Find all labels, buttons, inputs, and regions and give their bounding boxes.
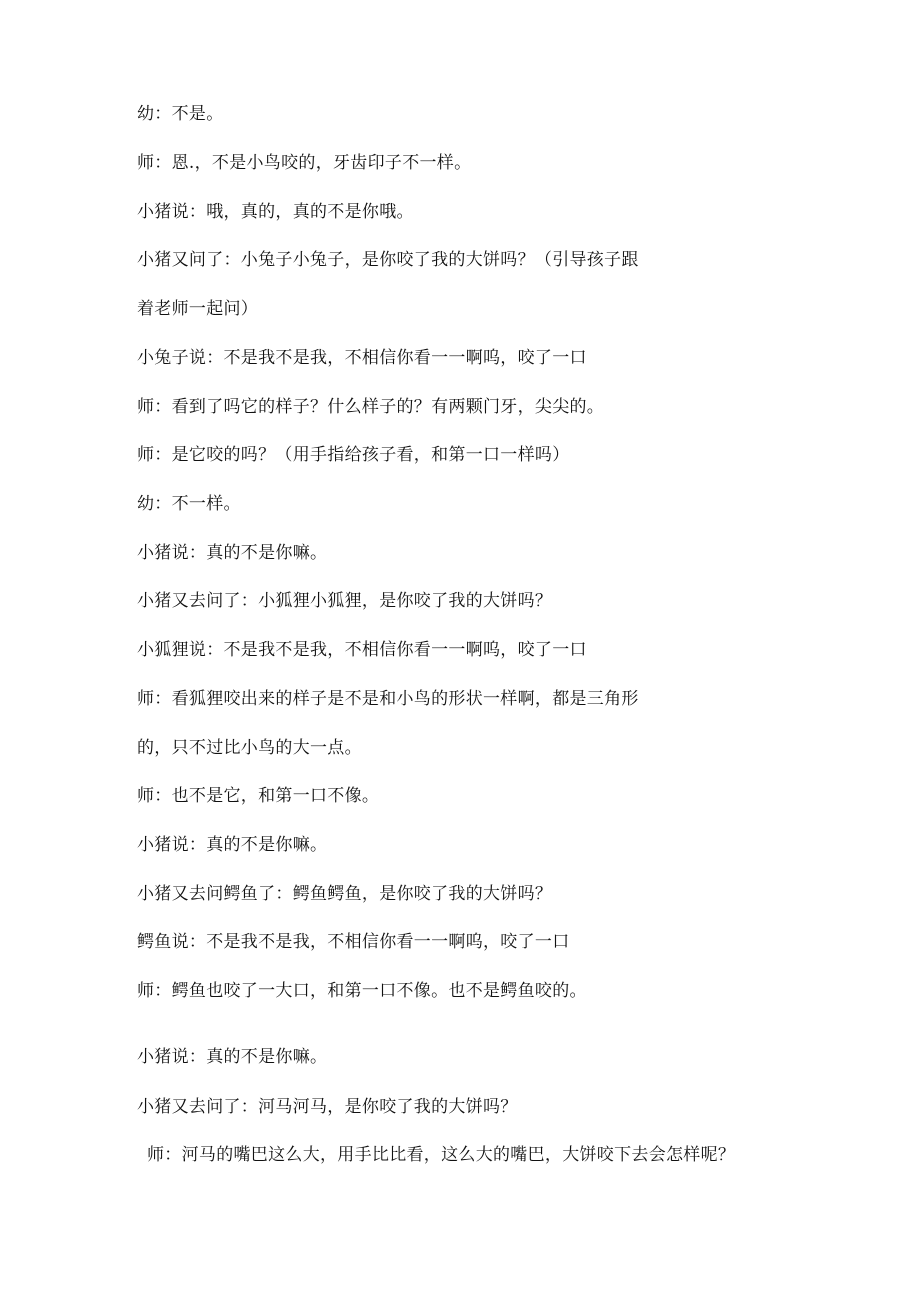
text-line: 师：看到了吗它的样子？什么样子的？有两颗门牙，尖尖的。	[137, 397, 605, 417]
text-line: 的，只不过比小鸟的大一点。	[137, 738, 362, 758]
text-line: 小猪说：真的不是你嘛。	[137, 1047, 328, 1067]
text-line: 着老师一起问）	[137, 299, 259, 319]
text-line: 小猪说：哦，真的，真的不是你哦。	[137, 202, 414, 222]
text-line: 小狐狸说：不是我不是我，不相信你看一一啊呜，咬了一口	[137, 640, 587, 660]
text-line: 师：恩.，不是小鸟咬的，牙齿印子不一样。	[137, 153, 472, 173]
text-line: 小兔子说：不是我不是我，不相信你看一一啊呜，咬了一口	[137, 348, 587, 368]
text-line: 师：也不是它，和第一口不像。	[137, 786, 380, 806]
text-line: 小猪说：真的不是你嘛。	[137, 543, 328, 563]
text-line: 小猪又去问了：河马河马，是你咬了我的大饼吗？	[137, 1097, 518, 1117]
text-line: 师：是它咬的吗？（用手指给孩子看，和第一口一样吗）	[137, 445, 570, 465]
text-line: 小猪说：真的不是你嘛。	[137, 835, 328, 855]
text-line: 师：鳄鱼也咬了一大口，和第一口不像。也不是鳄鱼咬的。	[137, 981, 587, 1001]
text-line: 幼：不一样。	[137, 494, 241, 514]
text-line: 师：看狐狸咬出来的样子是不是和小鸟的形状一样啊，都是三角形	[137, 689, 639, 709]
text-line: 师：河马的嘴巴这么大，用手比比看，这么大的嘴巴，大饼咬下去会怎样呢？	[147, 1145, 736, 1165]
text-line: 小猪又去问鳄鱼了：鳄鱼鳄鱼，是你咬了我的大饼吗？	[137, 884, 553, 904]
text-line: 鳄鱼说：不是我不是我，不相信你看一一啊呜，咬了一口	[137, 932, 570, 952]
text-line: 小猪又问了：小兔子小兔子，是你咬了我的大饼吗？（引导孩子跟	[137, 250, 639, 270]
text-line: 小猪又去问了：小狐狸小狐狸，是你咬了我的大饼吗？	[137, 591, 553, 611]
text-line: 幼：不是。	[137, 104, 224, 124]
